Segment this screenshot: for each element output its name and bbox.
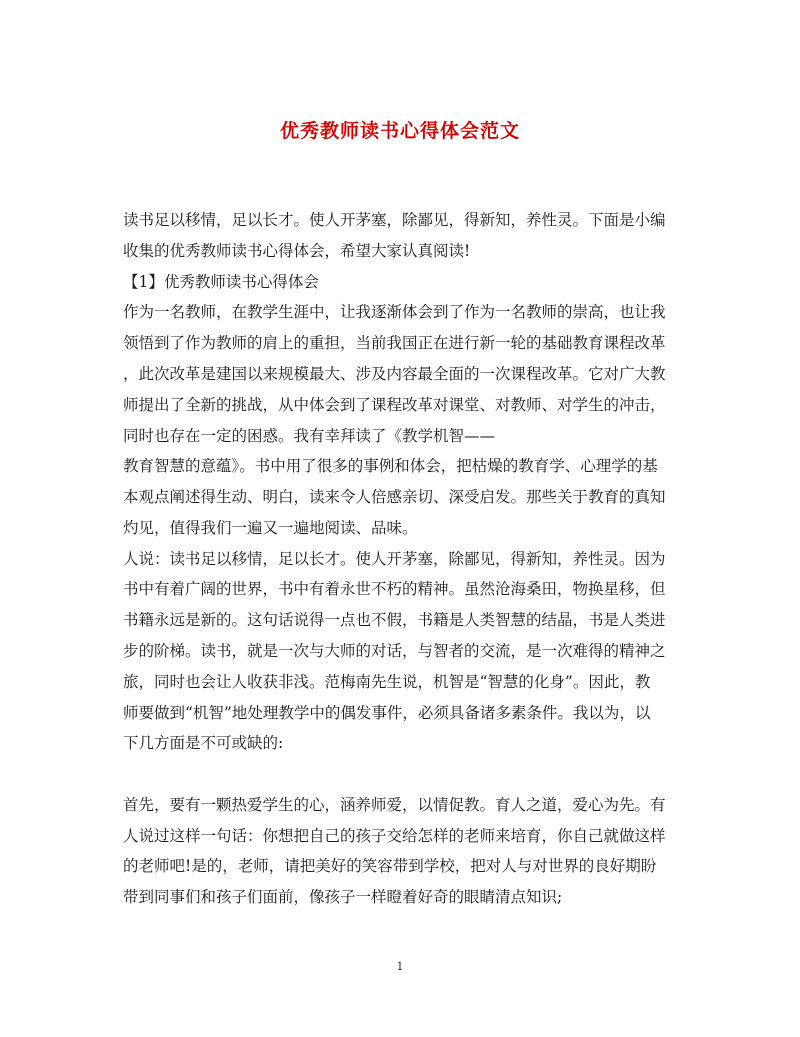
section-heading: 【1】优秀教师读书心得体会 <box>123 273 319 291</box>
body-line: 作为一名教师，在教学生涯中，让我逐渐体会到了作为一名教师的崇高，也让我 <box>123 303 666 321</box>
body-line: 人说：读书足以移情，足以长才。使人开茅塞，除鄙见，得新知，养性灵。因为 <box>123 550 666 568</box>
body-line: 的老师吧!是的，老师，请把美好的笑容带到学校，把对人与对世界的良好期盼 <box>123 857 657 875</box>
body-line: 同时也存在一定的困惑。我有幸拜读了《教学机智—— <box>123 427 496 445</box>
body-line: 下几方面是不可或缺的: <box>123 734 284 752</box>
body-line: 首先，要有一颗热爱学生的心，涵养师爱，以情促教。育人之道，爱心为先。有 <box>123 796 666 814</box>
body-line: 师提出了全新的挑战，从中体会到了课程改革对课堂、对教师、对学生的冲击， <box>123 396 666 414</box>
body-line: 人说过这样一句话：你想把自己的孩子交给怎样的老师来培育，你自己就做这样 <box>123 827 666 845</box>
body-line: 领悟到了作为教师的肩上的重担，当前我国正在进行新一轮的基础教育课程改革 <box>123 334 666 352</box>
body-line: 读书足以移情，足以长才。使人开茅塞，除鄙见，得新知，养性灵。下面是小编 <box>123 211 666 229</box>
body-line: 本观点阐述得生动、明白，读来令人倍感亲切、深受启发。那些关于教育的真知 <box>123 488 666 506</box>
body-line: 灼见，值得我们一遍又一遍地阅读、品味。 <box>123 519 418 537</box>
body-line: ，此次改革是建国以来规模最大、涉及内容最全面的一次课程改革。它对广大教 <box>123 365 666 383</box>
body-line: 书中有着广阔的世界，书中有着永世不朽的精神。虽然沧海桑田，物换星移，但 <box>123 580 666 598</box>
body-line: 旅，同时也会让人收获非浅。范梅南先生说，机智是“智慧的化身”。因此，教 <box>123 673 651 691</box>
body-line: 收集的优秀教师读书心得体会，希望大家认真阅读! <box>123 242 471 260</box>
body-line: 师要做到“机智”地处理教学中的偶发事件，必须具备诸多素条件。我以为，以 <box>123 704 651 722</box>
body-line: 步的阶梯。读书，就是一次与大师的对话，与智者的交流，是一次难得的精神之 <box>123 642 666 660</box>
document-title: 优秀教师读书心得体会范文 <box>279 120 520 142</box>
body-line: 书籍永远是新的。这句话说得一点也不假，书籍是人类智慧的结晶，书是人类进 <box>123 611 666 629</box>
page-number: 1 <box>396 960 404 973</box>
body-line: 教育智慧的意蕴》。书中用了很多的事例和体会，把枯燥的教育学、心理学的基 <box>123 457 658 475</box>
body-line: 带到同事们和孩子们面前，像孩子一样瞪着好奇的眼睛清点知识; <box>123 888 563 906</box>
